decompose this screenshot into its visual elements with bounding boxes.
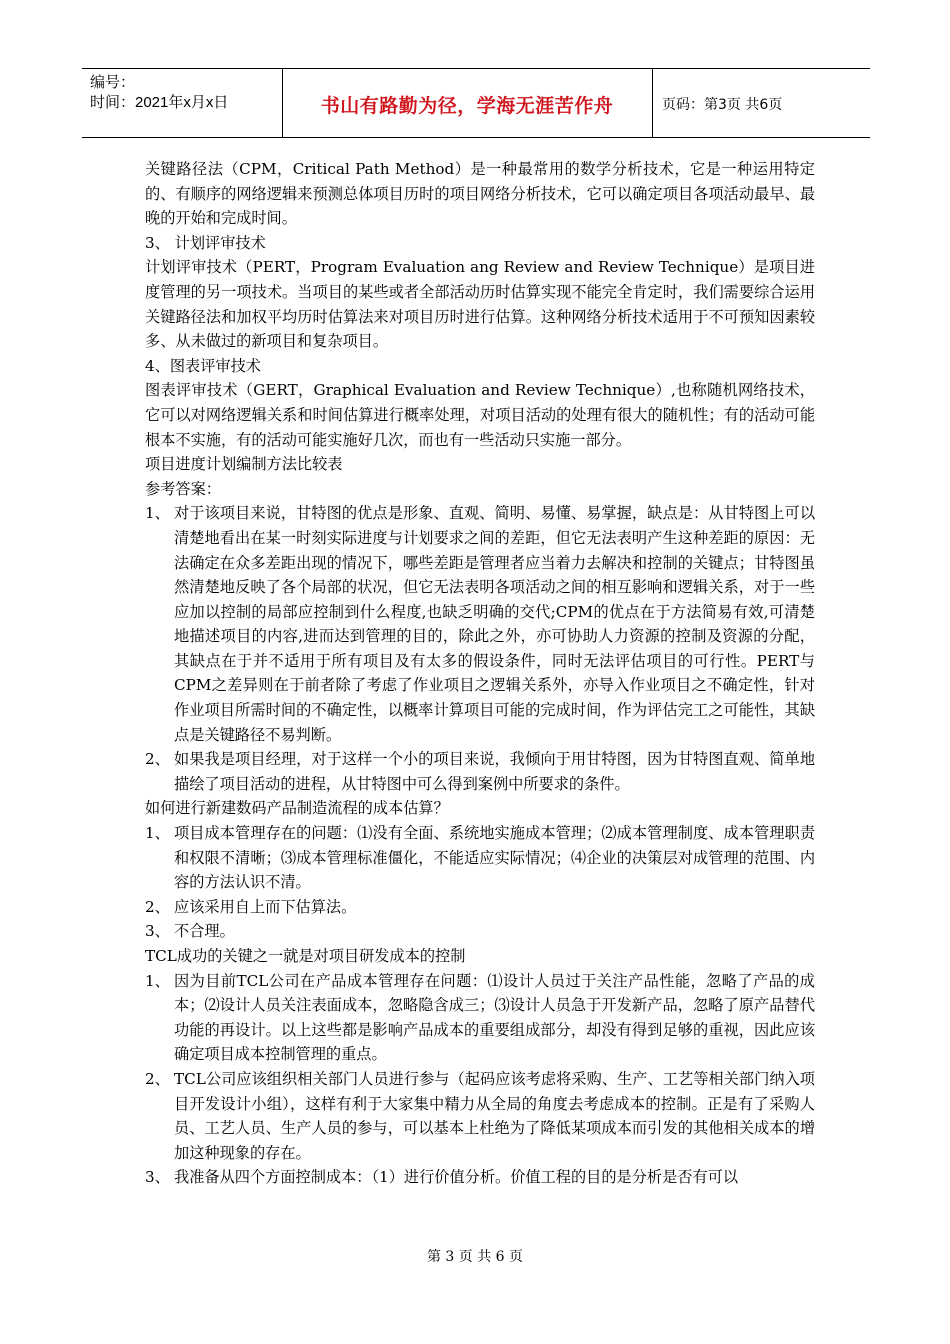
paragraph: 图表评审技术（GERT，Graphical Evaluation and Review Technique）,也称随机网络技术，它可以对网络逻辑关系和时间估算进行概率处理，对项目活动的处理有很大的随机性；有的活动可能根本不实施，有的活动可能实施好几次，而也有一些活动只实施一部分。 (145, 381, 815, 449)
header-meta (82, 69, 283, 137)
paragraph: TCL成功的关键之一就是对项目研发成本的控制 (145, 947, 466, 965)
numbered-item (145, 821, 815, 895)
time-label: 时间：2021年x月x日 (90, 94, 229, 111)
item-number: 3、 (145, 1168, 170, 1187)
item-text: 对于该项目来说，甘特图的优点是形象、直观、简明、易懂、易掌握，缺点是：从甘特图上可以清楚地看出在某一时刻实际进度与计划要求之间的差距，但它无法表明产生这种差距的原因：无法确定在众多差距出现的情况下，哪些差距是管理者应当着力去解决和控制的关键点；甘特图虽然清楚地反映了各个局部的状况，但它无法表明各项活动之间的相互影响和逻辑关系，对于一些应加以控制的局部应控制到什么程度,也缺乏明确的交代;CPM的优点在于方法简易有效,可清楚地描述项目的内容,进而达到管理的目的，除此之外，亦可协助人力资源的控制及资源的分配，其缺点在于并不适用于所有项目及有太多的假设条件，同时无法评估项目的可行性。PERT与CPM之差异则在于前者除了考虑了作业项目之逻辑关系外，亦导入作业项目之不确定性，针对作业项目所需时间的不确定性，以概率计算项目可能的完成时间，作为评估完工之可能性，其缺点是关键路径不易判断。 (174, 504, 815, 744)
item-number: 2、 (145, 750, 170, 769)
page-label: 页码：第3页 共6页 (662, 97, 783, 113)
item-text: 不合理。 (174, 922, 235, 941)
page-header (82, 68, 870, 138)
numbered-item (145, 1067, 815, 1165)
item-text: 因为目前TCL公司在产品成本管理存在问题：⑴设计人员过于关注产品性能，忽略了产品的成本；⑵设计人员关注表面成本，忽略隐含成三；⑶设计人员急于开发新产品，忽略了原产品替代功能的再设计。以上这些都是影响产品成本的重要组成部分，却没有得到足够的重视，因此应该确定项目成本控制管理的重点。 (174, 971, 815, 1064)
item-number: 1、 (145, 971, 170, 990)
numbered-item (145, 1165, 815, 1190)
item-text: 我准备从四个方面控制成本：（1）进行价值分析。价值工程的目的是分析是否有可以 (174, 1168, 739, 1187)
numbered-item (145, 747, 815, 796)
item-text: 应该采用自上而下估算法。 (174, 897, 357, 916)
motto: 书山有路勤为径，学海无涯苦作舟 (320, 95, 614, 117)
item-number: 1、 (145, 824, 170, 843)
item-number: 2、 (145, 1069, 170, 1088)
paragraph: 3、 计划评审技术 (145, 233, 266, 252)
paragraph: 计划评审技术（PERT，Program Evaluation ang Review and Review Technique）是项目进度管理的另一项技术。当项目的某些或者全部活动历时估算实现不能完全肯定时，我们需要综合运用关键路径法和加权平均历时估算法来对项目历时进行估算。这种网络分析技术适用于不可预知因素较多、从未做过的新项目和复杂项目。 (145, 258, 815, 351)
paragraph: 项目进度计划编制方法比较表 (145, 455, 343, 474)
item-number: 1、 (145, 504, 170, 523)
page-footer: 第 3 页 共 6 页 (426, 1249, 524, 1265)
numbered-item (145, 969, 815, 1067)
item-text: TCL公司应该组织相关部门人员进行参与（起码应该考虑将采购、生产、工艺等相关部门纳入项目开发设计小组），这样有利于大家集中精力从全局的角度去考虑成本的控制。正是有了采购人员、工艺人员、生产人员的参与，可以基本上杜绝为了降低某项成本而引发的其他相关成本的增加这种现象的存在。 (174, 1069, 815, 1162)
numbered-item (145, 501, 815, 747)
header-motto-cell (282, 69, 653, 137)
numbered-item (145, 919, 815, 944)
paragraph: 参考答案： (145, 479, 221, 498)
numbered-item (145, 895, 815, 920)
paragraph: 关键路径法（CPM，Critical Path Method）是一种最常用的数学分析技术，它是一种运用特定的、有顺序的网络逻辑来预测总体项目历时的项目网络分析技术，它可以确定项目各项活动最早、最晚的开始和完成时间。 (145, 160, 815, 228)
document-body (145, 157, 815, 1190)
paragraph: 4、图表评审技术 (145, 356, 261, 375)
header-page-cell (652, 69, 870, 137)
item-text: 如果我是项目经理，对于这样一个小的项目来说，我倾向于用甘特图，因为甘特图直观、简单地描绘了项目活动的进程，从甘特图中可么得到案例中所要求的条件。 (174, 750, 815, 793)
item-text: 项目成本管理存在的问题：⑴没有全面、系统地实施成本管理；⑵成本管理制度、成本管理职责和权限不清晰；⑶成本管理标准僵化，不能适应实际情况；⑷企业的决策层对成管理的范围、内容的方法认识不清。 (174, 824, 815, 892)
item-number: 2、 (145, 897, 170, 916)
paragraph: 如何进行新建数码产品制造流程的成本估算？ (145, 799, 449, 818)
item-number: 3、 (145, 922, 170, 941)
number-label: 编号： (90, 74, 136, 91)
